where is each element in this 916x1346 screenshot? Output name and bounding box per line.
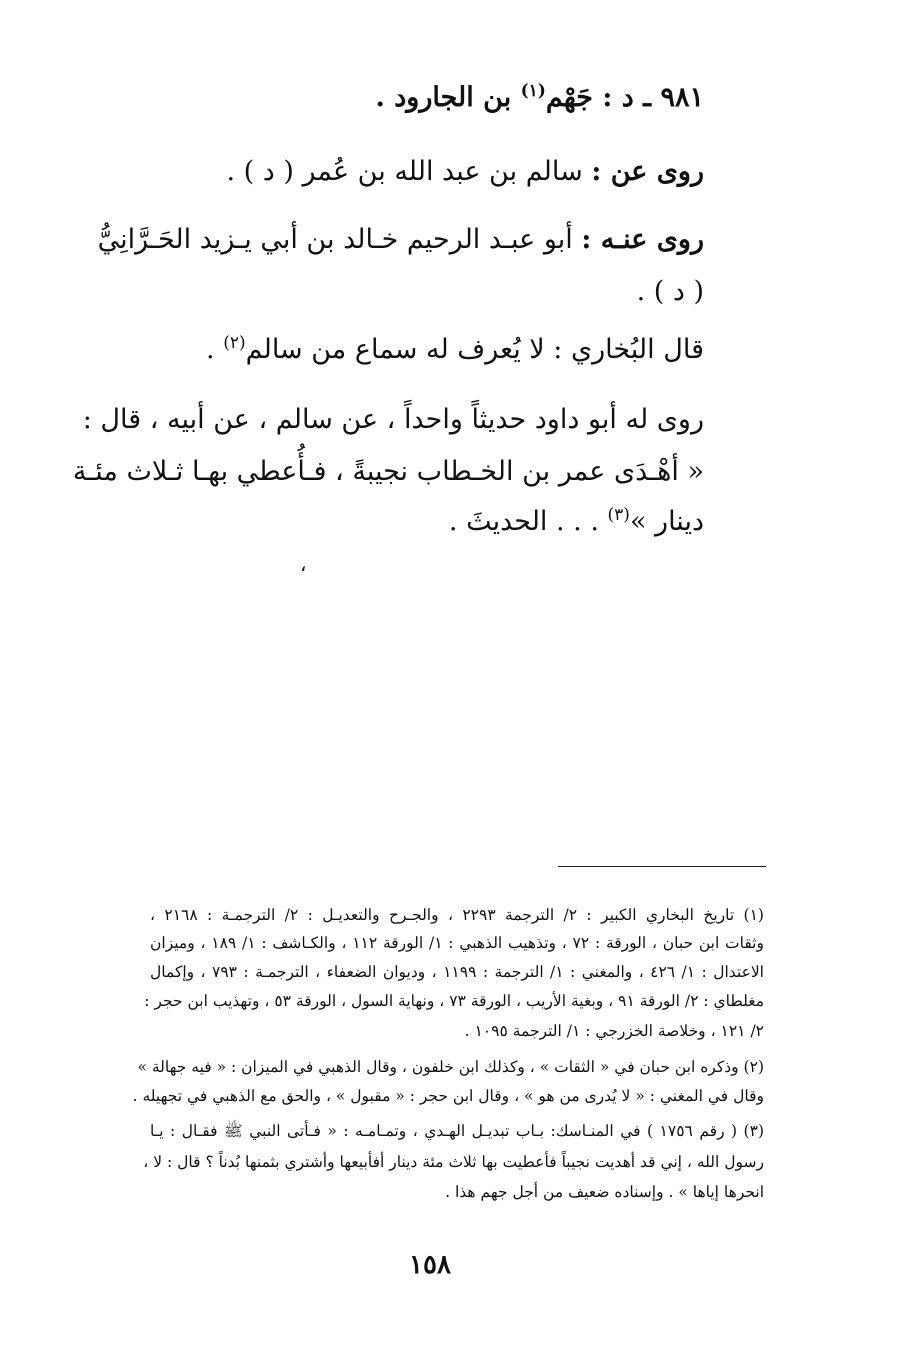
page-number: ١٥٨ (409, 1250, 451, 1280)
footnote-1-line-2: وثقات ابن حبان ، الورقة : ٧٢ ، وتذهيب الذهبي : ١/ الورقة ١١٢ ، والكـاشف : ١/ ١٨٩ ، وميزان (150, 934, 764, 952)
footnote-1-line-3: الاعتدال : ١/ ٤٢٦ ، والمغني : ١/ الترجمة : ١١٩٩ ، وديوان الضعفاء ، الترجمـة : ٧٩٣ ، وإكمال (150, 963, 764, 981)
hadith-line-2: « أهْـدَى عمر بن الخـطاب نجيبةً ، فـأُعطي بهـا ثـلاث مئـة (72, 456, 704, 487)
narrated-by-continuation: ( د ) . (636, 276, 704, 307)
bukhari-text: قال البُخاري : لا يُعرف له سماع من سالم (245, 334, 704, 365)
footnote-1-line-4: مغلطاي : ٢/ الورقة ٩١ ، وبغية الأريب ، الورقة ٧٣ ، ونهاية السول ، الورقة ٥٣ ، وتهذيب ابن حجر : (144, 992, 764, 1010)
bukhari-statement (204, 330, 704, 370)
footnote-ref-3: (٣) (607, 505, 630, 525)
footnote-ref-1: (١) (520, 81, 546, 101)
footnote-2-line-2: وقال في المغني : « لا يُدرى من هو » ، وقال ابن حجر : « مقبول » ، والحق مع الذهبي في تجهيله . (132, 1087, 764, 1105)
narrated-from-text: سالم بن عبد الله بن عُمر ( د ) . (226, 156, 583, 187)
footnote-1-line-5: ٢/ ١٢١ ، وخلاصة الخزرجي : ١/ الترجمة ١٠٩٥ . (464, 1022, 764, 1040)
footnote-3-line-3: انحرها إياها » . وإسناده ضعيف من أجل جهم هذا . (445, 1183, 764, 1201)
bukhari-end: . (206, 334, 224, 365)
stray-print-mark: ، (300, 552, 307, 576)
footnote-ref-2: (٢) (223, 333, 246, 353)
narrated-by-text: أبو عبـد الرحيم خـالد بن أبي يـزيد الحَـرَّانِيُّ (97, 224, 573, 255)
hadith-line-3-start: دينار » (629, 506, 704, 537)
footnote-3-line-2: رسول الله ، إني قد أهديت نجيباً فأعطيت بها ثلاث مئة دينار أفأبيعها وأشتري بثمنها بُدناً ؟ قال : لا ، (143, 1153, 764, 1171)
narrated-by-label: روى عنـه : (581, 224, 704, 255)
hadith-line-1: روى له أبو داود حديثاً واحداً ، عن سالم ، عن أبيه ، قال : (82, 404, 704, 435)
narrated-from-label: روى عن : (591, 156, 704, 187)
footnote-separator (558, 866, 766, 867)
narrated-by-line (97, 220, 704, 260)
hadith-line-3-end: . . . الحديثَ . (448, 506, 608, 537)
entry-number: ٩٨١ ـ د : (602, 82, 704, 113)
footnote-2-line-1: (٢) وذكره ابن حبان في « الثقات » ، وكذلك ابن خلفون ، وقال الذهبي في الميزان : « فيه جهالة » (137, 1058, 764, 1076)
footnote-3-line-1: (٣) ( رقم ١٧٥٦ ) في المنـاسك: بـاب تبديـل الهـدي ، وتمـامـه : « فـأتى النبي ﷺ فقـال : يـا (150, 1122, 764, 1140)
narrated-from-line (204, 152, 704, 192)
entry-name: جَهْم (545, 82, 593, 113)
footnote-1-line-1: (١) تاريخ البخاري الكبير : ٢/ الترجمة ٢٢٩٣ ، والجـرح والتعديـل : ٢/ الترجمـة : ٢١٦٨ ، (150, 906, 764, 924)
hadith-line-3 (204, 502, 704, 542)
entry-heading (204, 78, 704, 118)
entry-name-rest: بن الجارود . (375, 82, 512, 113)
